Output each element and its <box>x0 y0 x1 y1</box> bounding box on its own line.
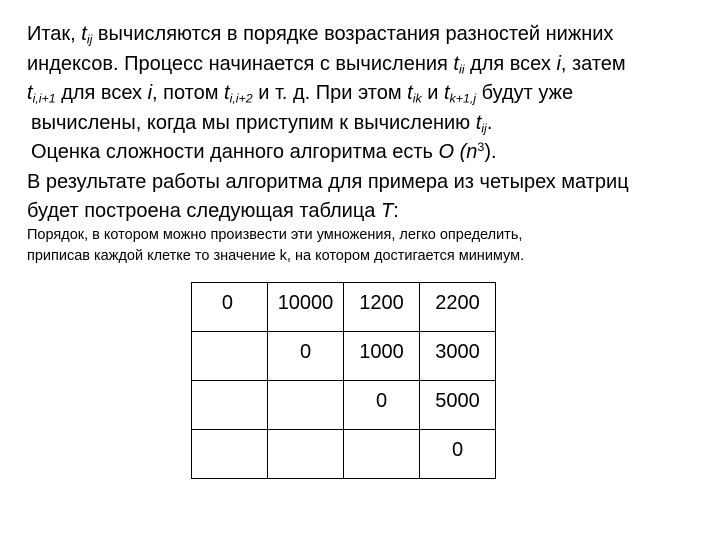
table-cell <box>192 430 268 479</box>
table-cell: 2200 <box>420 283 496 332</box>
text-line-1: Итак, $t_{ij}$ вычисляются в порядке возрастания разностей нижних <box>27 23 614 47</box>
result-line-1: В результате работы алгоритма для примера из четырех матриц <box>27 170 629 193</box>
cost-table <box>191 282 496 479</box>
table-cell <box>268 381 344 430</box>
table-cell: 10000 <box>268 283 344 332</box>
table-cell <box>344 430 420 479</box>
note-line-1: Порядок, в котором можно произвести эти умножения, легко определить, <box>27 227 523 243</box>
table-cell: 0 <box>268 332 344 381</box>
text-line-3: $t_{i,i+1}$ для всех i, потом $t_{i,i+2}$ и т. д. При этом $t_{ik}$ и $t_{k+1,j}$ будут уже <box>27 82 574 106</box>
table-cell <box>192 332 268 381</box>
table-cell: 3000 <box>420 332 496 381</box>
table-cell: 0 <box>344 381 420 430</box>
table-row <box>192 283 496 332</box>
text-line-4: вычислены, когда мы приступим к вычислению $t_{ij}$. <box>31 111 493 136</box>
table-cell <box>192 381 268 430</box>
table-cell: 0 <box>420 430 496 479</box>
table-cell <box>268 430 344 479</box>
result-line-2: будет построена следующая таблица T: <box>27 200 399 222</box>
complexity-line: Оценка сложности данного алгоритма есть O $(n^3)$. <box>31 140 497 163</box>
table-cell: 1200 <box>344 283 420 332</box>
table-row <box>192 430 496 479</box>
main-text <box>27 20 707 227</box>
table-row <box>192 381 496 430</box>
table-cell: 1000 <box>344 332 420 381</box>
note-line-2: приписав каждой клетке то значение k, на котором достигается минимум. <box>27 248 525 264</box>
table-cell: 5000 <box>420 381 496 430</box>
table-cell: 0 <box>192 283 268 332</box>
table-row <box>192 332 496 381</box>
text-line-2: индексов. Процесс начинается с вычисления $t_{ii}$ для всех i, затем <box>27 52 626 77</box>
note-text <box>27 225 707 267</box>
